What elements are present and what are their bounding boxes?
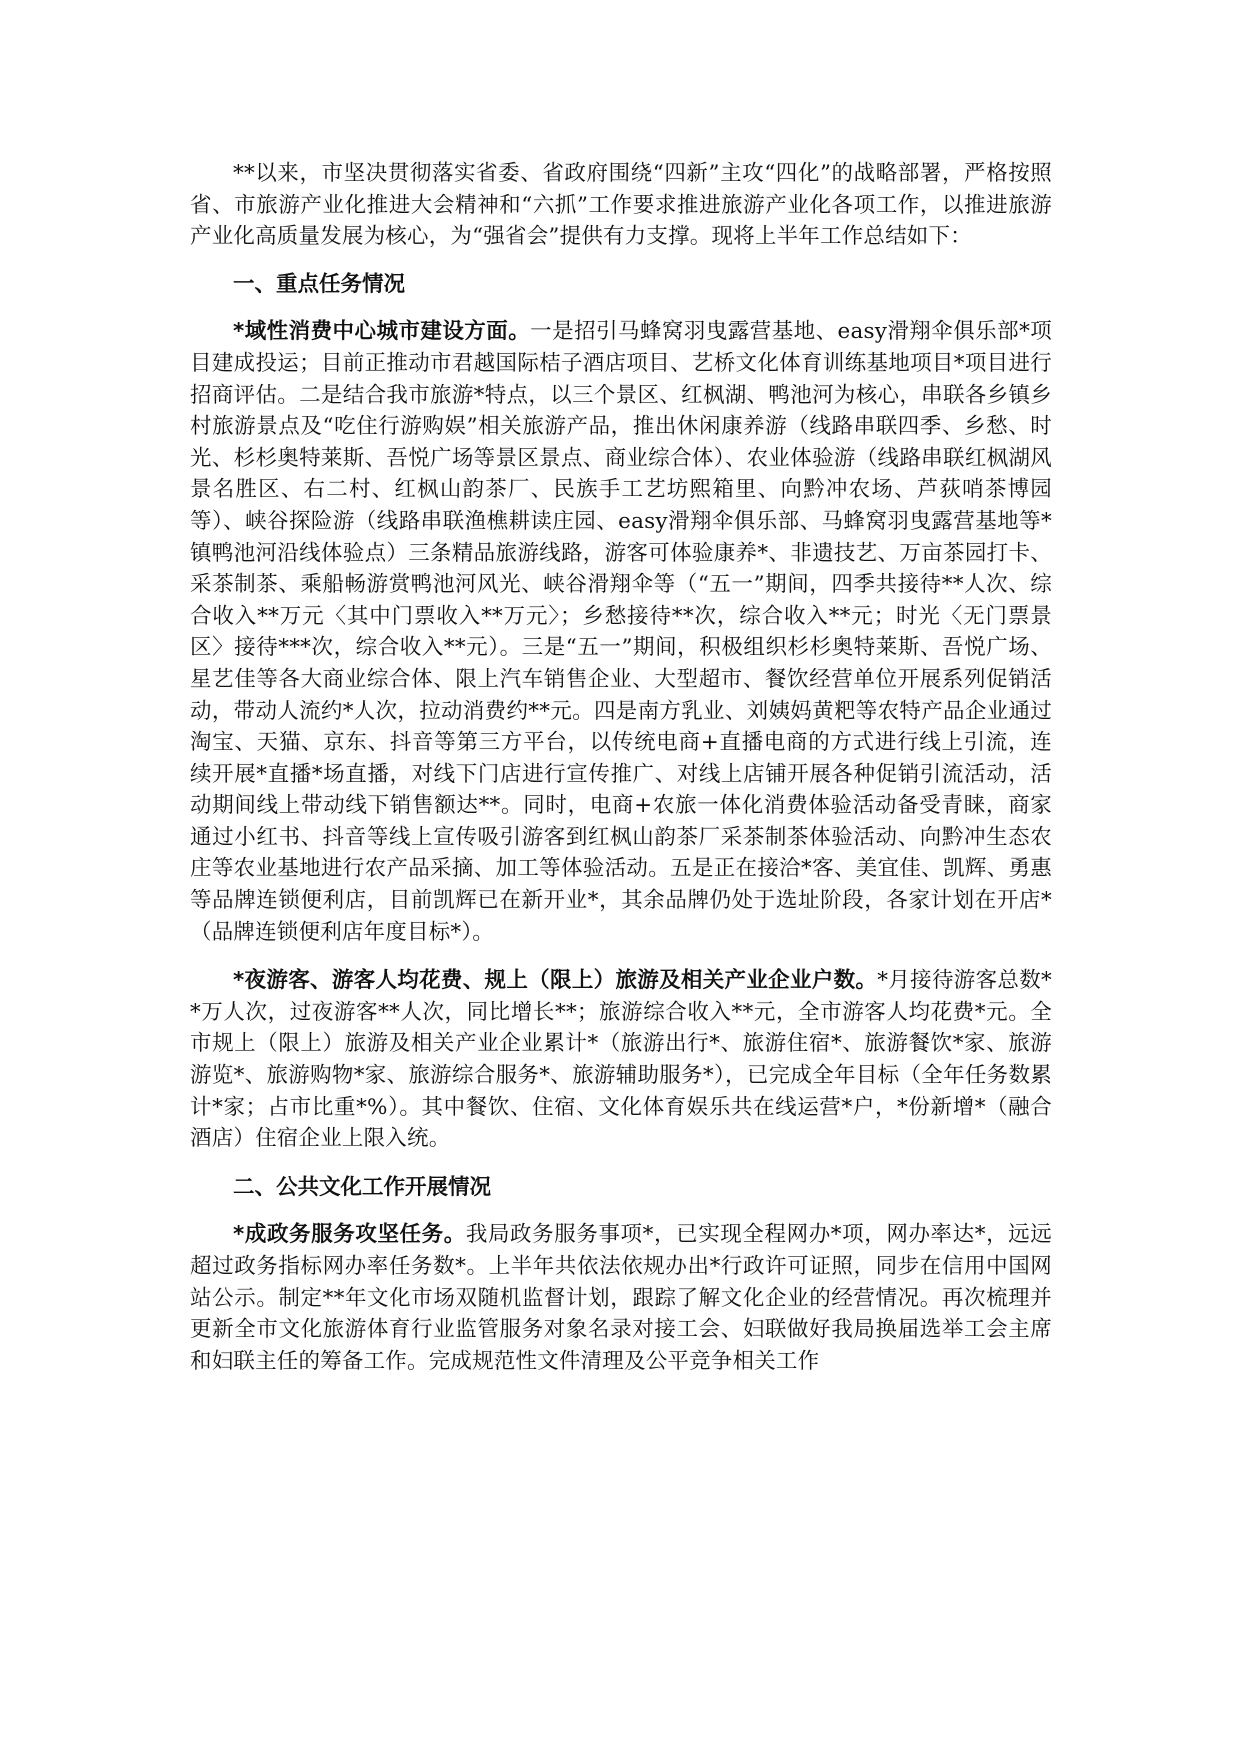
spacer: [190, 948, 1052, 965]
spacer: [190, 1203, 1052, 1219]
spacer: [190, 1155, 1052, 1172]
paragraph-body: 我局政务服务事项*，已实现全程网办*项，网办率达*，远远超过政务指标网办率任务数*。上半年共依法依规办出*行政许可证照，同步在信用中国网站公示。制定**年文化市场双随机监督计划，跟踪了解文化企业的经营情况。再次梳理并更新全市文化旅游体育行业监管服务对象名录对接工会、妇联做好我局换届选举工会主席和妇联主任的筹备工作。完成规范性文件清理及公平竞争相关工作: [190, 1222, 1052, 1374]
section-heading-1: 一、重点任务情况: [233, 271, 406, 297]
intro-paragraph: **以来，市坚决贯彻落实省委、省政府围绕“四新”主攻“四化”的战略部署，严格按照省、市旅游产业化推进大会精神和“六抓”工作要求推进旅游产业化各项工作，以推进旅游产业化高质量发展为核心，为“强省会”提供有力支撑。现将上半年工作总结如下：: [190, 161, 1052, 250]
gov-service-paragraph: [190, 1219, 1052, 1377]
document-page: [190, 158, 1052, 1377]
paragraph-lead: *成政务服务攻坚任务。: [233, 1222, 466, 1248]
tourist-stats-paragraph: [190, 965, 1052, 1155]
spacer: [190, 253, 1052, 269]
consumption-center-paragraph: [190, 316, 1052, 948]
paragraph-body: *月接待游客总数**万人次，过夜游客**人次，同比增长**；旅游综合收入**元，全市游客人均花费*元。全市规上（限上）旅游及相关产业企业累计*（旅游出行*、旅游住宿*、旅游餐饮*家、旅游游览*、旅游购物*家、旅游综合服务*、旅游辅助服务*），已完成全年目标（全年任务数累计*家；占市比重*%）。其中餐饮、住宿、文化体育娱乐共在线运营*户，*份新增*（融合酒店）住宿企业上限入统。: [190, 968, 1052, 1152]
section-heading-2: 二、公共文化工作开展情况: [233, 1174, 492, 1200]
spacer: [190, 300, 1052, 316]
paragraph-lead: *域性消费中心城市建设方面。: [233, 319, 531, 345]
paragraph-body: 一是招引马蜂窝羽曳露营基地、easy滑翔伞俱乐部*项目建成投运；目前正推动市君越国际桔子酒店项目、艺桥文化体育训练基地项目*项目进行招商评估。二是结合我市旅游*特点，以三个景区、红枫湖、鸭池河为核心，串联各乡镇乡村旅游景点及“吃住行游购娱”相关旅游产品，推出休闲康养游（线路串联四季、乡愁、时光、杉杉奥特莱斯、吾悦广场等景区景点、商业综合体）、农业体验游（线路串联红枫湖风景名胜区、右二村、红枫山韵茶厂、民族手工艺坊熙箱里、向黔冲农场、芦荻哨茶博园等）、峡谷探险游（线路串联渔樵耕读庄园、easy滑翔伞俱乐部、马蜂窝羽曳露营基地等*镇鸭池河沿线体验点）三条精品旅游线路，游客可体验康养*、非遗技艺、万亩茶园打卡、采茶制茶、乘船畅游赏鸭池河风光、峡谷滑翔伞等（“五一”期间，四季共接待**人次、综合收入**万元〈其中门票收入**万元〉；乡愁接待**次，综合收入**元；时光〈无门票景区〉接待***次，综合收入**元）。三是“五一”期间，积极组织杉杉奥特莱斯、吾悦广场、星艺佳等各大商业综合体、限上汽车销售企业、大型超市、餐饮经营单位开展系列促销活动，带动人流约*人次，拉动消费约**元。四是南方乳业、刘姨妈黄粑等农特产品企业通过淘宝、天猫、京东、抖音等第三方平台，以传统电商+直播电商的方式进行线上引流，连续开展*直播*场直播，对线下门店进行宣传推广、对线上店铺开展各种促销引流活动，活动期间线上带动线下销售额达**。同时，电商+农旅一体化消费体验活动备受青睐，商家通过小红书、抖音等线上宣传吸引游客到红枫山韵茶厂采茶制茶体验活动、向黔冲生态农庄等农业基地进行农产品采摘、加工等体验活动。五是正在接洽*客、美宜佳、凯辉、勇惠等品牌连锁便利店，目前凯辉已在新开业*，其余品牌仍处于选址阶段，各家计划在开店*（品牌连锁便利店年度目标*）。: [190, 319, 1052, 945]
paragraph-lead: *夜游客、游客人均花费、规上（限上）旅游及相关产业企业户数。: [233, 968, 878, 994]
